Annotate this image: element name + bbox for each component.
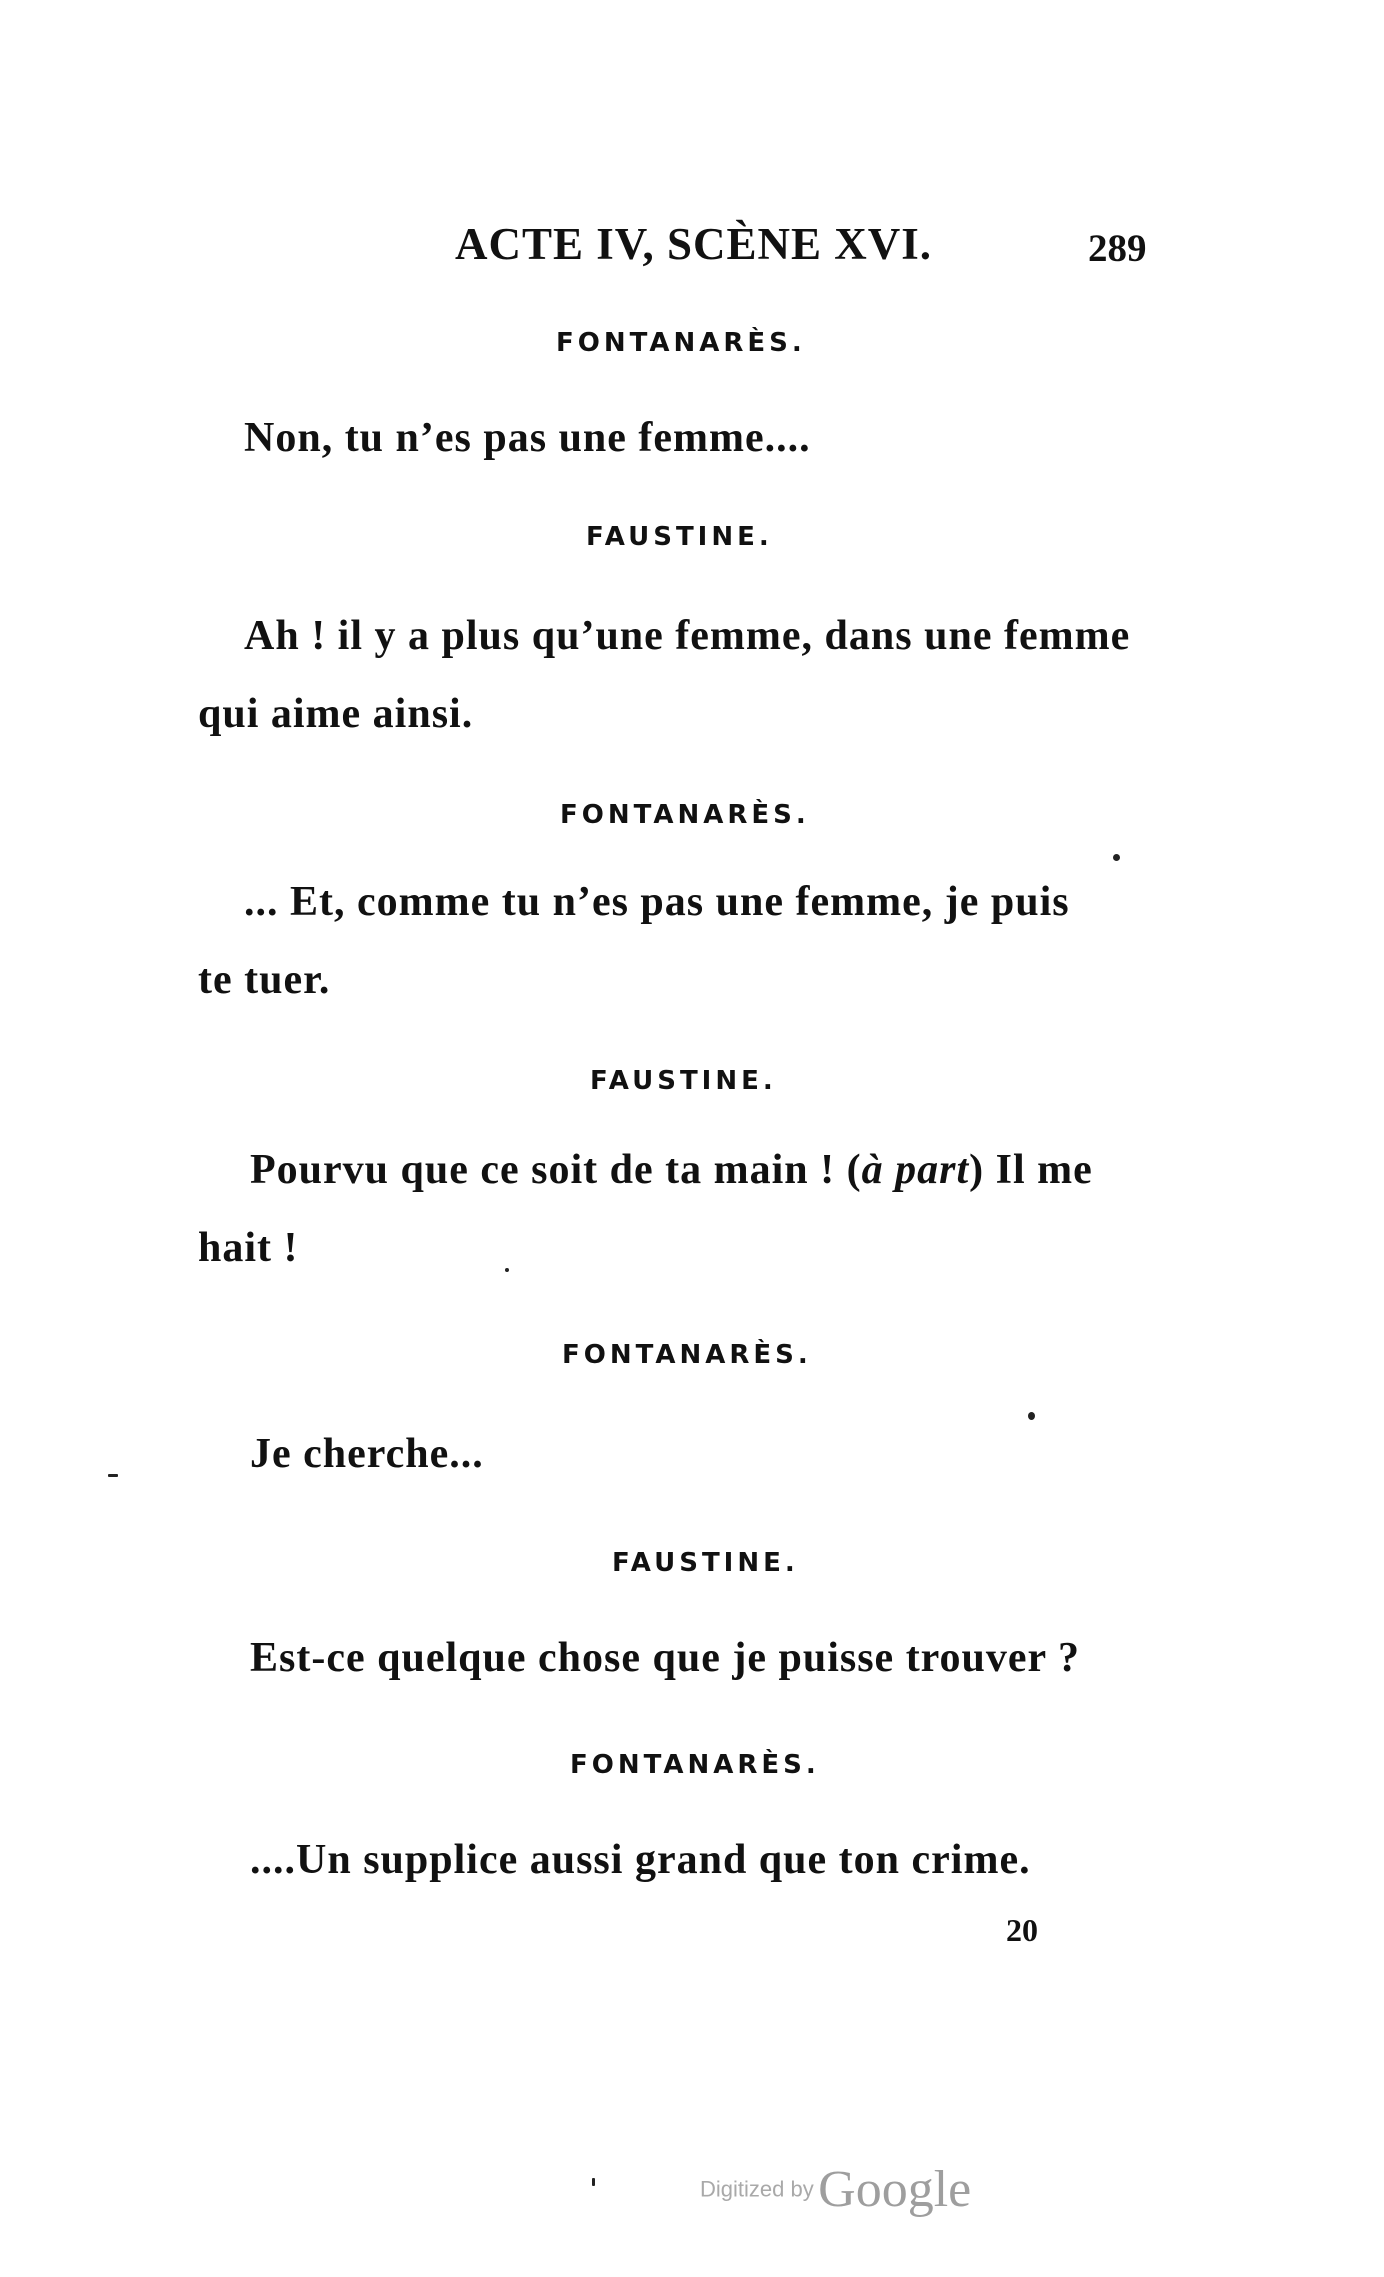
dialogue-text: ) Il me: [969, 1147, 1093, 1193]
scan-speck: [592, 2178, 595, 2186]
scan-speck: [1028, 1412, 1035, 1420]
dialogue-line: ....Un supplice aussi grand que ton crime.: [250, 1837, 1031, 1883]
dialogue-line: Est-ce quelque chose que je puisse trouver ?: [250, 1635, 1080, 1681]
speaker-name: FONTANARÈS.: [562, 1340, 812, 1370]
speaker-name: FONTANARÈS.: [560, 800, 810, 830]
scan-speck: [108, 1474, 118, 1477]
google-logo: Google: [818, 2161, 972, 2218]
dialogue-line: Je cherche...: [250, 1431, 484, 1477]
dialogue-line: Ah ! il y a plus qu’une femme, dans une femme: [244, 613, 1131, 659]
running-header: ACTE IV, SCÈNE XVI.: [455, 219, 933, 269]
watermark-prefix: Digitized by: [700, 2176, 814, 2202]
dialogue-line: ... Et, comme tu n’es pas une femme, je puis: [244, 879, 1070, 925]
stage-direction: à part: [861, 1147, 970, 1193]
dialogue-line: te tuer.: [198, 957, 331, 1003]
dialogue-line: qui aime ainsi.: [198, 691, 474, 737]
page-number: 289: [1088, 227, 1147, 270]
speaker-name: FONTANARÈS.: [556, 328, 806, 358]
signature-mark: 20: [1006, 1912, 1038, 1948]
speaker-name: FAUSTINE.: [612, 1548, 799, 1578]
speaker-name: FAUSTINE.: [590, 1066, 777, 1096]
scan-speck: [1113, 854, 1120, 861]
dialogue-text: Pourvu que ce soit de ta main ! (: [250, 1147, 862, 1193]
dialogue-line: [250, 1146, 1093, 1194]
scan-speck: [505, 1268, 509, 1272]
dialogue-line: hait !: [198, 1225, 299, 1271]
dialogue-line: Non, tu n’es pas une femme....: [244, 415, 811, 461]
speaker-name: FONTANARÈS.: [570, 1750, 820, 1780]
speaker-name: FAUSTINE.: [586, 522, 773, 552]
digitization-watermark: [700, 2160, 971, 2219]
